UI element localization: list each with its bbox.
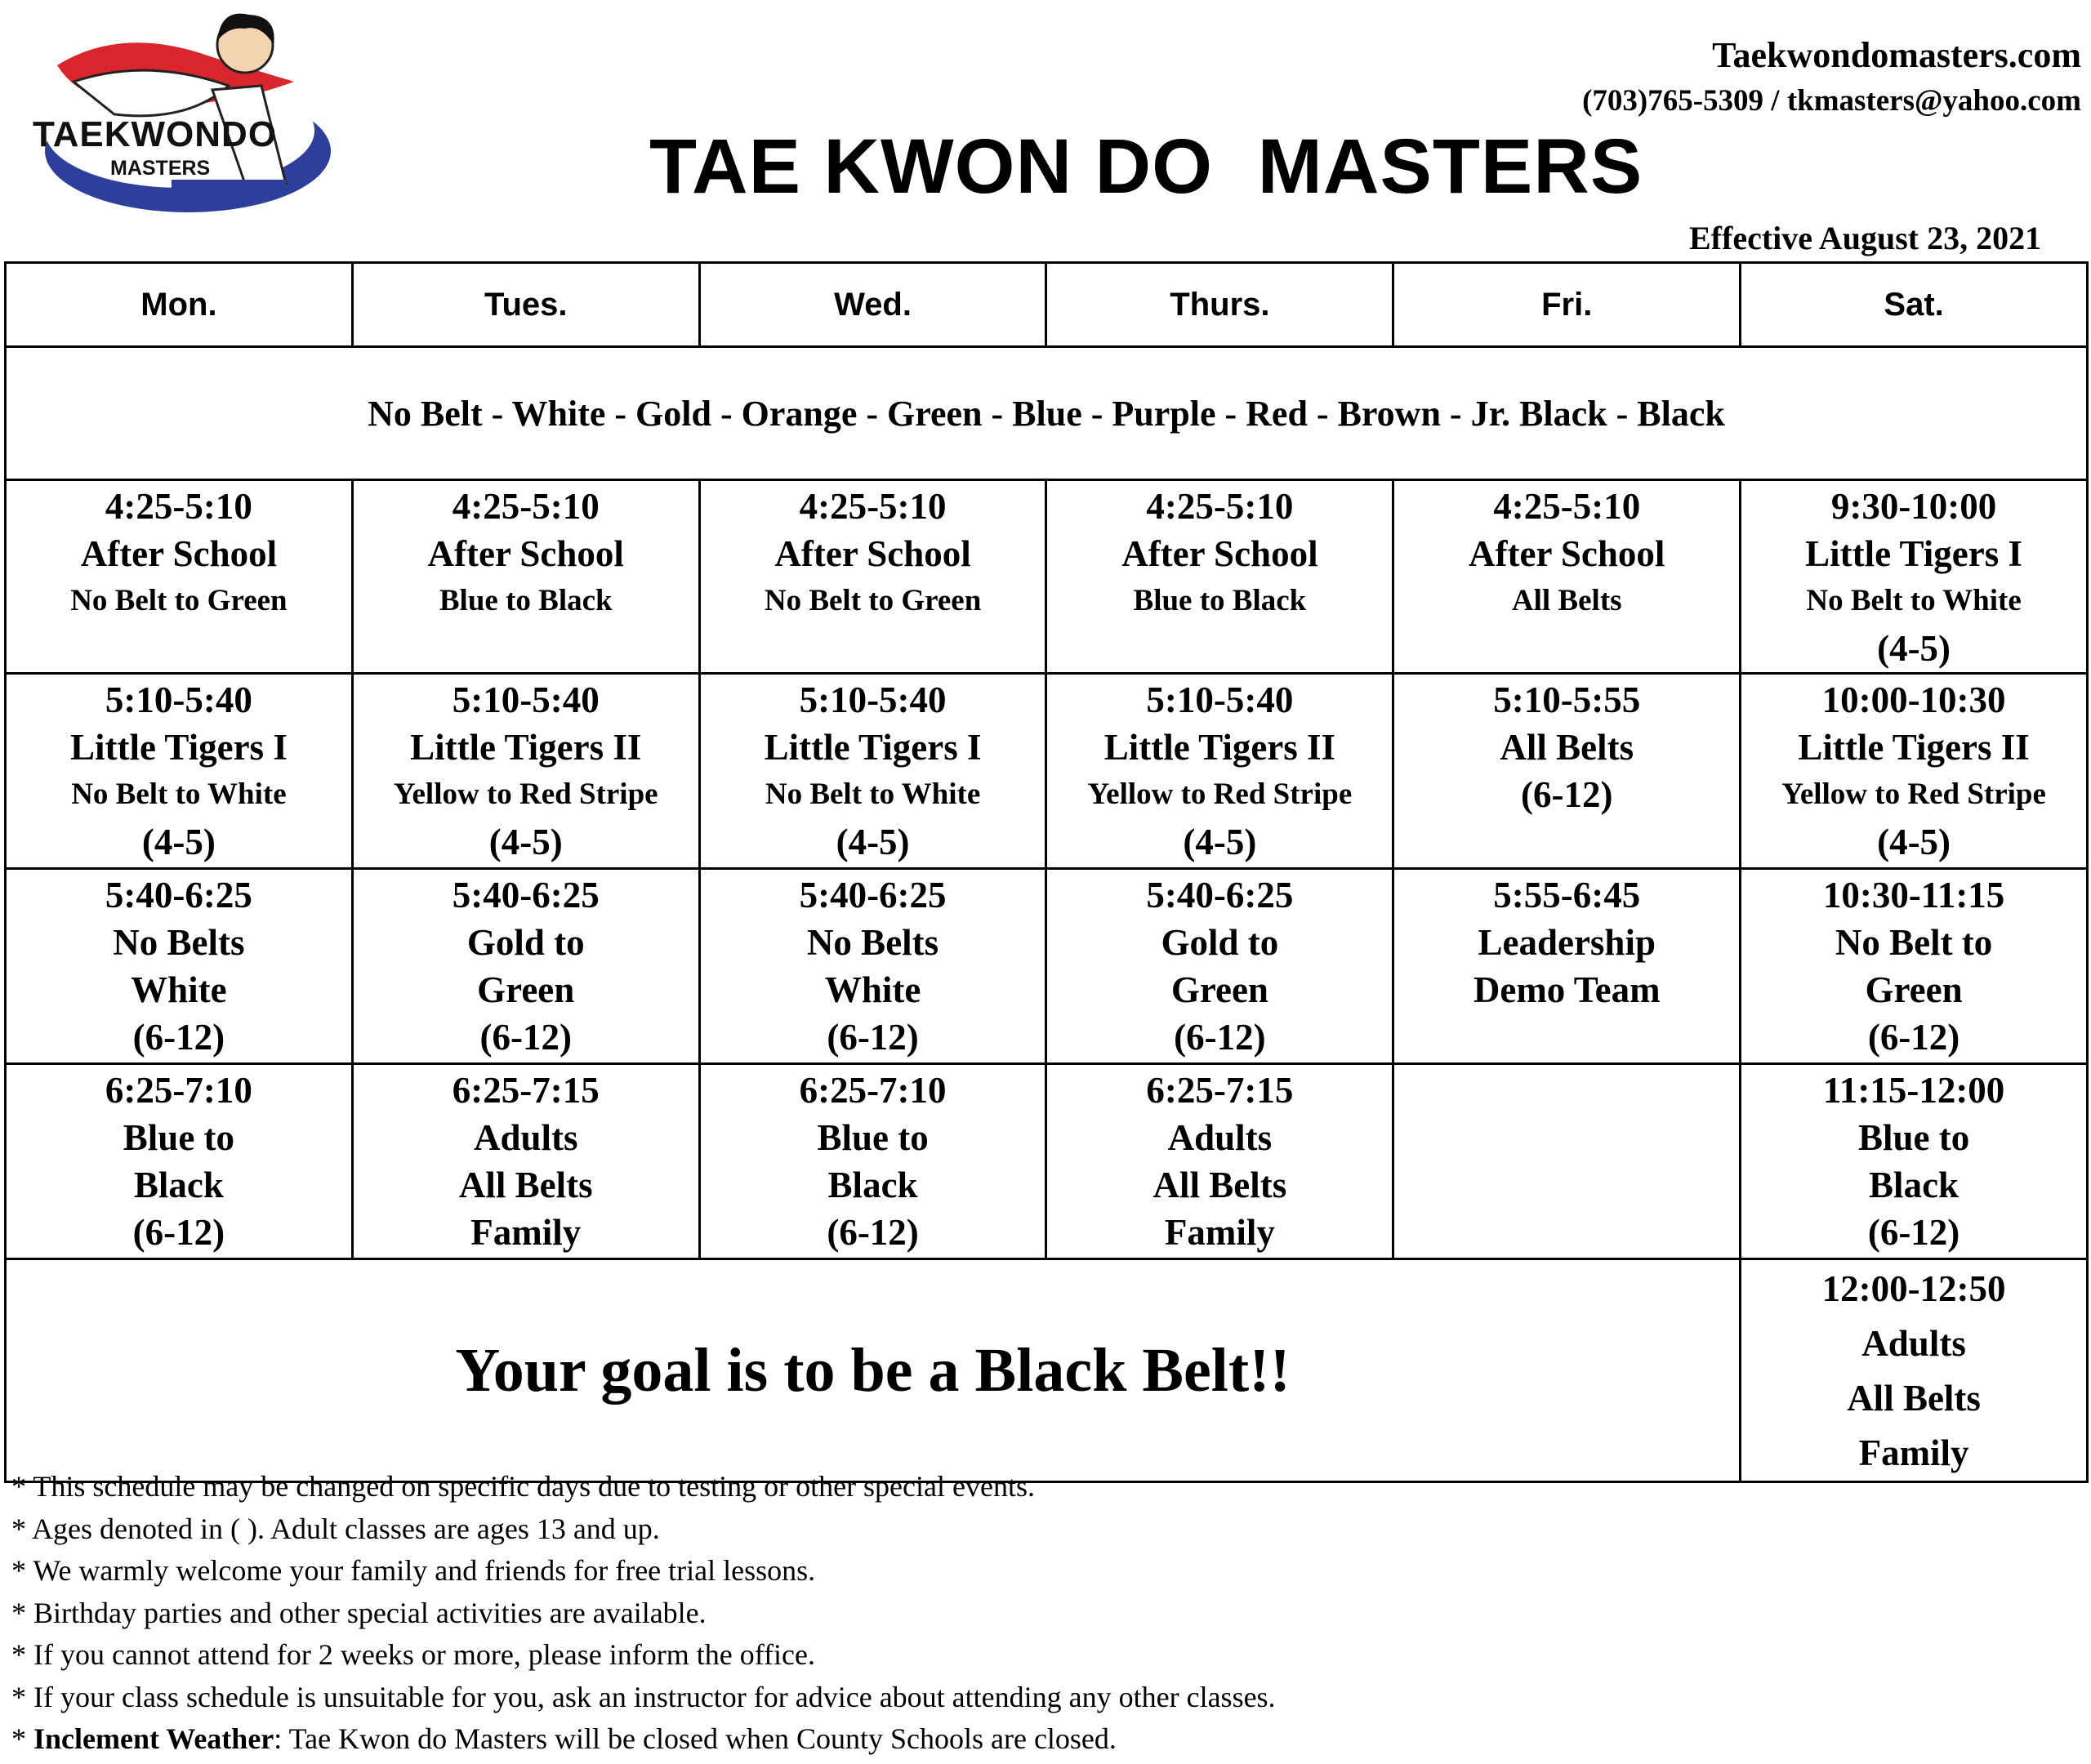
class-ages: (4-5) — [488, 822, 563, 862]
day-header-thu: Thurs. — [1046, 263, 1393, 347]
class-belts: No Belt to Green — [764, 584, 982, 617]
class-time: 5:10-5:40 — [1146, 679, 1294, 720]
class-time: 10:00-10:30 — [1821, 679, 2006, 720]
day-header-sat: Sat. — [1741, 263, 2088, 347]
class-ages: (6-12) — [132, 1212, 225, 1253]
note-item: * This schedule may be changed on specific days due to testing or other special events. — [11, 1470, 1035, 1503]
class-time: 10:30-11:15 — [1822, 875, 2005, 915]
class-cell — [1393, 869, 1741, 1064]
notes-list — [11, 1466, 1276, 1761]
class-ages: (6-12) — [1867, 1212, 1960, 1253]
class-ages: (6-12) — [827, 1212, 919, 1253]
class-cell — [352, 869, 699, 1064]
class-cell — [1046, 674, 1393, 869]
belt-order-row — [6, 347, 2088, 480]
taekwondo-masters-logo — [25, 8, 343, 241]
class-line: Adults — [1167, 1117, 1273, 1158]
class-line: Demo Team — [1473, 969, 1661, 1010]
class-ages: (6-12) — [827, 1017, 919, 1058]
class-line: Black — [133, 1165, 224, 1205]
class-cell — [1393, 480, 1741, 674]
note-item: * Ages denoted in ( ). Adult classes are ages 13 and up. — [11, 1512, 660, 1545]
class-name: Little Tigers I — [70, 727, 288, 768]
class-time: 6:25-7:15 — [1146, 1070, 1294, 1111]
schedule-row-3 — [6, 869, 2088, 1064]
class-ages: (4-5) — [1183, 822, 1257, 862]
class-line: No Belt to — [1835, 922, 1993, 963]
class-time: 5:10-5:55 — [1493, 679, 1641, 720]
schedule-row-4 — [6, 1064, 2088, 1259]
website-link[interactable]: Taekwondomasters.com — [1712, 35, 2081, 75]
class-schedule-table — [4, 261, 2089, 1483]
class-belts: All Belts — [1511, 584, 1622, 617]
class-belts: No Belt to White — [71, 777, 287, 811]
class-cell — [699, 869, 1046, 1064]
class-ages: (4-5) — [1877, 822, 1951, 862]
class-time: 5:10-5:40 — [799, 679, 947, 720]
class-line: Leadership — [1478, 922, 1656, 963]
logo-text-masters: MASTERS — [110, 157, 211, 180]
class-cell — [352, 480, 699, 674]
class-cell — [6, 674, 353, 869]
class-line: No Belts — [113, 922, 245, 963]
class-cell — [1046, 1064, 1393, 1259]
schedule-row-2 — [6, 674, 2088, 869]
class-line: Blue to — [1857, 1117, 1970, 1158]
class-name: All Belts — [1500, 727, 1634, 768]
class-cell — [699, 480, 1046, 674]
class-belts: No Belt to Green — [70, 584, 288, 617]
logo-text-taekwondo: TAEKWONDO — [33, 114, 278, 154]
class-name: Little Tigers II — [410, 727, 642, 768]
class-belts: Yellow to Red Stripe — [1087, 777, 1353, 811]
class-cell — [1046, 480, 1393, 674]
class-line: No Belts — [806, 922, 939, 963]
class-time: 9:30-10:00 — [1830, 486, 1997, 527]
class-belts: Blue to Black — [439, 584, 613, 617]
class-time: 5:40-6:25 — [799, 875, 947, 915]
class-cell — [1741, 674, 2088, 869]
class-line: Green — [1865, 969, 1963, 1010]
page-title: TAE KWON DO MASTERS — [649, 123, 1643, 210]
class-time: 6:25-7:10 — [799, 1070, 947, 1111]
note-item: * If your class schedule is unsuitable for you, ask an instructor for advice about attending any other classes. — [11, 1680, 1276, 1713]
class-ages: (6-12) — [479, 1017, 572, 1058]
class-cell — [1741, 1064, 2088, 1259]
class-ages: (6-12) — [132, 1017, 225, 1058]
note-prefix: * — [11, 1722, 33, 1755]
class-cell — [699, 1064, 1046, 1259]
class-line: Black — [1869, 1165, 1959, 1205]
class-line: All Belts — [1153, 1165, 1287, 1205]
note-item: * Birthday parties and other special activities are available. — [11, 1596, 707, 1629]
class-line: Family — [470, 1212, 582, 1253]
class-line: White — [131, 969, 227, 1010]
class-time: 5:10-5:40 — [105, 679, 252, 720]
class-cell — [6, 1064, 353, 1259]
class-belts: Blue to Black — [1133, 584, 1307, 617]
class-line: Green — [477, 969, 575, 1010]
class-time: 4:25-5:10 — [1146, 486, 1294, 527]
class-line: Gold to — [1161, 922, 1279, 963]
class-time: 5:40-6:25 — [452, 875, 600, 915]
class-name: Little Tigers II — [1798, 727, 2030, 768]
class-cell-empty — [1393, 1064, 1741, 1259]
note-item: * We warmly welcome your family and friends for free trial lessons. — [11, 1554, 816, 1587]
class-cell — [1741, 1259, 2088, 1482]
class-line: White — [824, 969, 921, 1010]
class-ages: (6-12) — [1520, 774, 1613, 815]
class-line: Gold to — [466, 922, 585, 963]
day-header-mon: Mon. — [6, 263, 353, 347]
class-ages: (6-12) — [1867, 1017, 1960, 1058]
contact-info[interactable]: (703)765-5309 / tkmasters@yahoo.com — [1582, 84, 2081, 118]
class-line: Green — [1170, 969, 1268, 1010]
class-time: 5:40-6:25 — [1146, 875, 1294, 915]
day-header-row — [6, 263, 2088, 347]
class-line: Family — [1858, 1432, 1969, 1473]
class-name: After School — [427, 533, 624, 574]
effective-date: Effective August 23, 2021 — [1689, 220, 2042, 256]
class-ages: (4-5) — [141, 822, 216, 862]
day-header-fri: Fri. — [1393, 263, 1741, 347]
class-cell — [1046, 869, 1393, 1064]
class-name: After School — [774, 533, 971, 574]
class-time: 5:40-6:25 — [105, 875, 252, 915]
class-belts: No Belt to White — [1806, 584, 2022, 617]
class-time: 4:25-5:10 — [452, 486, 600, 527]
class-cell — [352, 674, 699, 869]
class-name: After School — [80, 533, 278, 574]
class-time: 6:25-7:15 — [452, 1070, 600, 1111]
class-time: 5:10-5:40 — [452, 679, 600, 720]
class-time: 6:25-7:10 — [105, 1070, 252, 1111]
class-line: All Belts — [1847, 1378, 1981, 1419]
day-header-tue: Tues. — [352, 263, 699, 347]
class-belts: No Belt to White — [765, 777, 981, 811]
class-name: Little Tigers I — [764, 727, 982, 768]
schedule-row-1 — [6, 480, 2088, 674]
class-cell — [1741, 869, 2088, 1064]
class-belts: Yellow to Red Stripe — [393, 777, 658, 811]
note-weather-label: Inclement Weather — [33, 1722, 274, 1755]
day-header-wed: Wed. — [699, 263, 1046, 347]
class-line: Blue to — [817, 1117, 929, 1158]
class-line: Adults — [473, 1117, 578, 1158]
class-time: 5:55-6:45 — [1493, 875, 1641, 915]
class-cell — [6, 869, 353, 1064]
class-time: 4:25-5:10 — [105, 486, 252, 527]
class-line: Blue to — [123, 1117, 235, 1158]
class-time: 12:00-12:50 — [1821, 1268, 2006, 1309]
class-ages: (6-12) — [1174, 1017, 1266, 1058]
class-cell — [1393, 674, 1741, 869]
belt-order: No Belt - White - Gold - Orange - Green - Blue - Purple - Red - Brown - Jr. Black - Black — [6, 347, 2088, 480]
class-line: Family — [1164, 1212, 1275, 1253]
schedule-row-5 — [6, 1259, 2088, 1482]
goal-banner: Your goal is to be a Black Belt!! — [6, 1259, 1741, 1482]
class-cell — [6, 480, 353, 674]
class-time: 4:25-5:10 — [1493, 486, 1641, 527]
note-weather-text: : Tae Kwon do Masters will be closed when County Schools are closed. — [274, 1722, 1117, 1755]
class-time: 11:15-12:00 — [1822, 1070, 2005, 1111]
class-time: 4:25-5:10 — [799, 486, 947, 527]
class-cell — [699, 674, 1046, 869]
class-name: Little Tigers II — [1103, 727, 1336, 768]
class-name: After School — [1121, 533, 1318, 574]
class-line: Black — [827, 1165, 918, 1205]
class-name: Little Tigers I — [1805, 533, 2022, 574]
note-item: * If you cannot attend for 2 weeks or more, please inform the office. — [11, 1638, 815, 1671]
class-cell — [352, 1064, 699, 1259]
class-cell — [1741, 480, 2088, 674]
class-name: After School — [1469, 533, 1665, 574]
class-ages: (4-5) — [1877, 628, 1951, 669]
class-line: Adults — [1861, 1323, 1966, 1364]
class-belts: Yellow to Red Stripe — [1781, 777, 2046, 811]
class-ages: (4-5) — [836, 822, 910, 862]
note-weather — [11, 1718, 1276, 1761]
class-line: All Belts — [458, 1165, 593, 1205]
